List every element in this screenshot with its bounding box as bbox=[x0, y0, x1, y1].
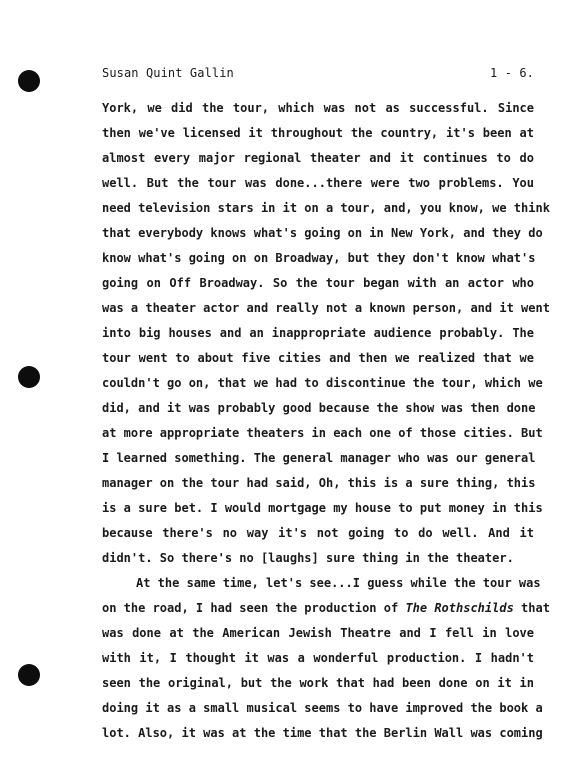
transcript-body bbox=[102, 96, 550, 746]
text-line: was a theater actor and really not a known person, and it went bbox=[102, 301, 550, 315]
text-line: almost every major regional theater and it continues to do bbox=[102, 151, 534, 165]
text-line: then we've licensed it throughout the country, it's been at bbox=[102, 126, 534, 140]
production-title: The Rothschilds bbox=[405, 601, 514, 615]
binder-hole bbox=[18, 70, 40, 92]
text-line bbox=[102, 596, 550, 621]
text-line: seen the original, but the work that had been done on it in bbox=[102, 676, 534, 690]
text-run: that bbox=[513, 601, 550, 615]
text-line: need television stars in it on a tour, and, you know, we think bbox=[102, 201, 550, 215]
text-line: I learned something. The general manager who was our general bbox=[102, 451, 536, 465]
text-line: lot. Also, it was at the time that the Berlin Wall was coming bbox=[102, 726, 543, 740]
text-line: did, and it was probably good because the show was then done bbox=[102, 401, 536, 415]
text-line: at more appropriate theaters in each one of those cities. But bbox=[102, 426, 543, 440]
text-line: At the same time, let's see...I guess while the tour was bbox=[136, 576, 541, 590]
text-line: is a sure bet. I would mortgage my house to put money in this bbox=[102, 501, 543, 515]
text-line: know what's going on on Broadway, but they don't know what's bbox=[102, 251, 536, 265]
binder-hole bbox=[18, 664, 40, 686]
text-line: because there's no way it's not going to do well. And it bbox=[102, 526, 534, 540]
text-line: York, we did the tour, which was not as successful. Since bbox=[102, 101, 534, 115]
text-line: going on Off Broadway. So the tour began with an actor who bbox=[102, 276, 534, 290]
author-name: Susan Quint Gallin bbox=[102, 66, 234, 80]
text-line: doing it as a small musical seems to have improved the book a bbox=[102, 701, 543, 715]
binder-hole bbox=[18, 366, 40, 388]
text-line: that everybody knows what's going on in New York, and they do bbox=[102, 226, 543, 240]
page-number: 1 - 6. bbox=[490, 66, 534, 80]
text-line: manager on the tour had said, Oh, this is a sure thing, this bbox=[102, 476, 536, 490]
text-line: couldn't go on, that we had to discontinue the tour, which we bbox=[102, 376, 543, 390]
text-line: into big houses and an inappropriate audience probably. The bbox=[102, 326, 534, 340]
text-line: was done at the American Jewish Theatre and I fell in love bbox=[102, 626, 534, 640]
text-run: on the road, I had seen the production of bbox=[102, 601, 406, 615]
text-line: well. But the tour was done...there were two problems. You bbox=[102, 176, 534, 190]
text-line: tour went to about five cities and then we realized that we bbox=[102, 351, 534, 365]
page-header bbox=[102, 66, 534, 82]
text-line: with it, I thought it was a wonderful production. I hadn't bbox=[102, 651, 534, 665]
text-line: didn't. So there's no [laughs] sure thing in the theater. bbox=[102, 551, 514, 565]
